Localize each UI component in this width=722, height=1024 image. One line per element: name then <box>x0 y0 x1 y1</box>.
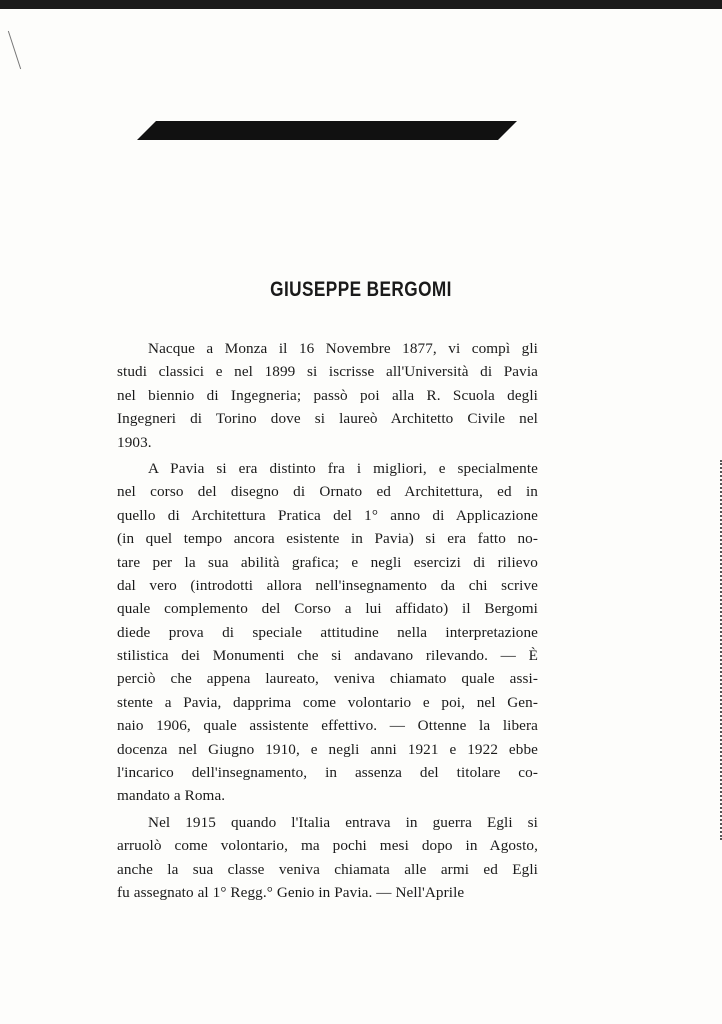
paragraph <box>117 457 538 808</box>
text-line: stilistica dei Monumenti che si andavano rilevando. — È <box>117 647 538 665</box>
text-line: Ingegneri di Torino dove si laureò Architetto Civile nel <box>117 410 538 428</box>
text-line: tare per la sua abilità grafica; e negli esercizi di rilievo <box>117 553 538 571</box>
text-line: nel corso del disegno di Ornato ed Architettura, ed in <box>117 483 538 501</box>
paragraph <box>117 337 538 454</box>
page-title: GIUSEPPE BERGOMI <box>270 278 452 301</box>
text-line: stente a Pavia, dapprima come volontario e poi, nel Gen- <box>117 693 538 711</box>
text-line: diede prova di speciale attitudine nella interpretazione <box>117 623 538 641</box>
scan-top-edge <box>0 0 722 9</box>
text-line: Nel 1915 quando l'Italia entrava in guerra Egli si <box>148 813 538 831</box>
text-line: anche la sua classe veniva chiamata alle armi ed Egli <box>117 860 538 878</box>
text-line: naio 1906, quale assistente effettivo. — Ottenne la libera <box>117 717 538 735</box>
text-line: l'incarico dell'insegnamento, in assenza del titolare co- <box>117 764 538 782</box>
body-text <box>117 337 538 904</box>
text-line: (in quel tempo ancora esistente in Pavia) si era fatto no- <box>117 530 538 548</box>
text-line: nel biennio di Ingegneria; passò poi alla R. Scuola degli <box>117 386 538 404</box>
text-line: A Pavia si era distinto fra i migliori, e specialmente <box>148 459 538 477</box>
scan-right-edge <box>714 460 722 840</box>
paragraph <box>117 811 538 905</box>
text-line: studi classici e nel 1899 si iscrisse all'Università di Pavia <box>117 363 538 381</box>
text-line: 1903. <box>117 433 152 451</box>
text-line: mandato a Roma. <box>117 787 226 805</box>
header-bar-shape <box>137 121 517 140</box>
text-line: quale complemento del Corso a lui affidato) il Bergomi <box>117 600 538 618</box>
text-line: quello di Architettura Pratica del 1° anno di Applicazione <box>117 506 538 524</box>
text-line: arruolò come volontario, ma pochi mesi dopo in Agosto, <box>117 837 538 855</box>
text-line: dal vero (introdotti allora nell'insegnamento da chi scrive <box>117 576 538 594</box>
text-line: perciò che appena laureato, veniva chiamato quale assi- <box>117 670 538 688</box>
text-line: Nacque a Monza il 16 Novembre 1877, vi compì gli <box>148 340 538 357</box>
scan-left-mark <box>8 31 21 69</box>
text-line: docenza nel Giugno 1910, e negli anni 1921 e 1922 ebbe <box>117 740 538 758</box>
decorative-header-bar <box>0 118 722 148</box>
text-line: fu assegnato al 1° Regg.° Genio in Pavia. — Nell'Aprile <box>117 883 465 901</box>
